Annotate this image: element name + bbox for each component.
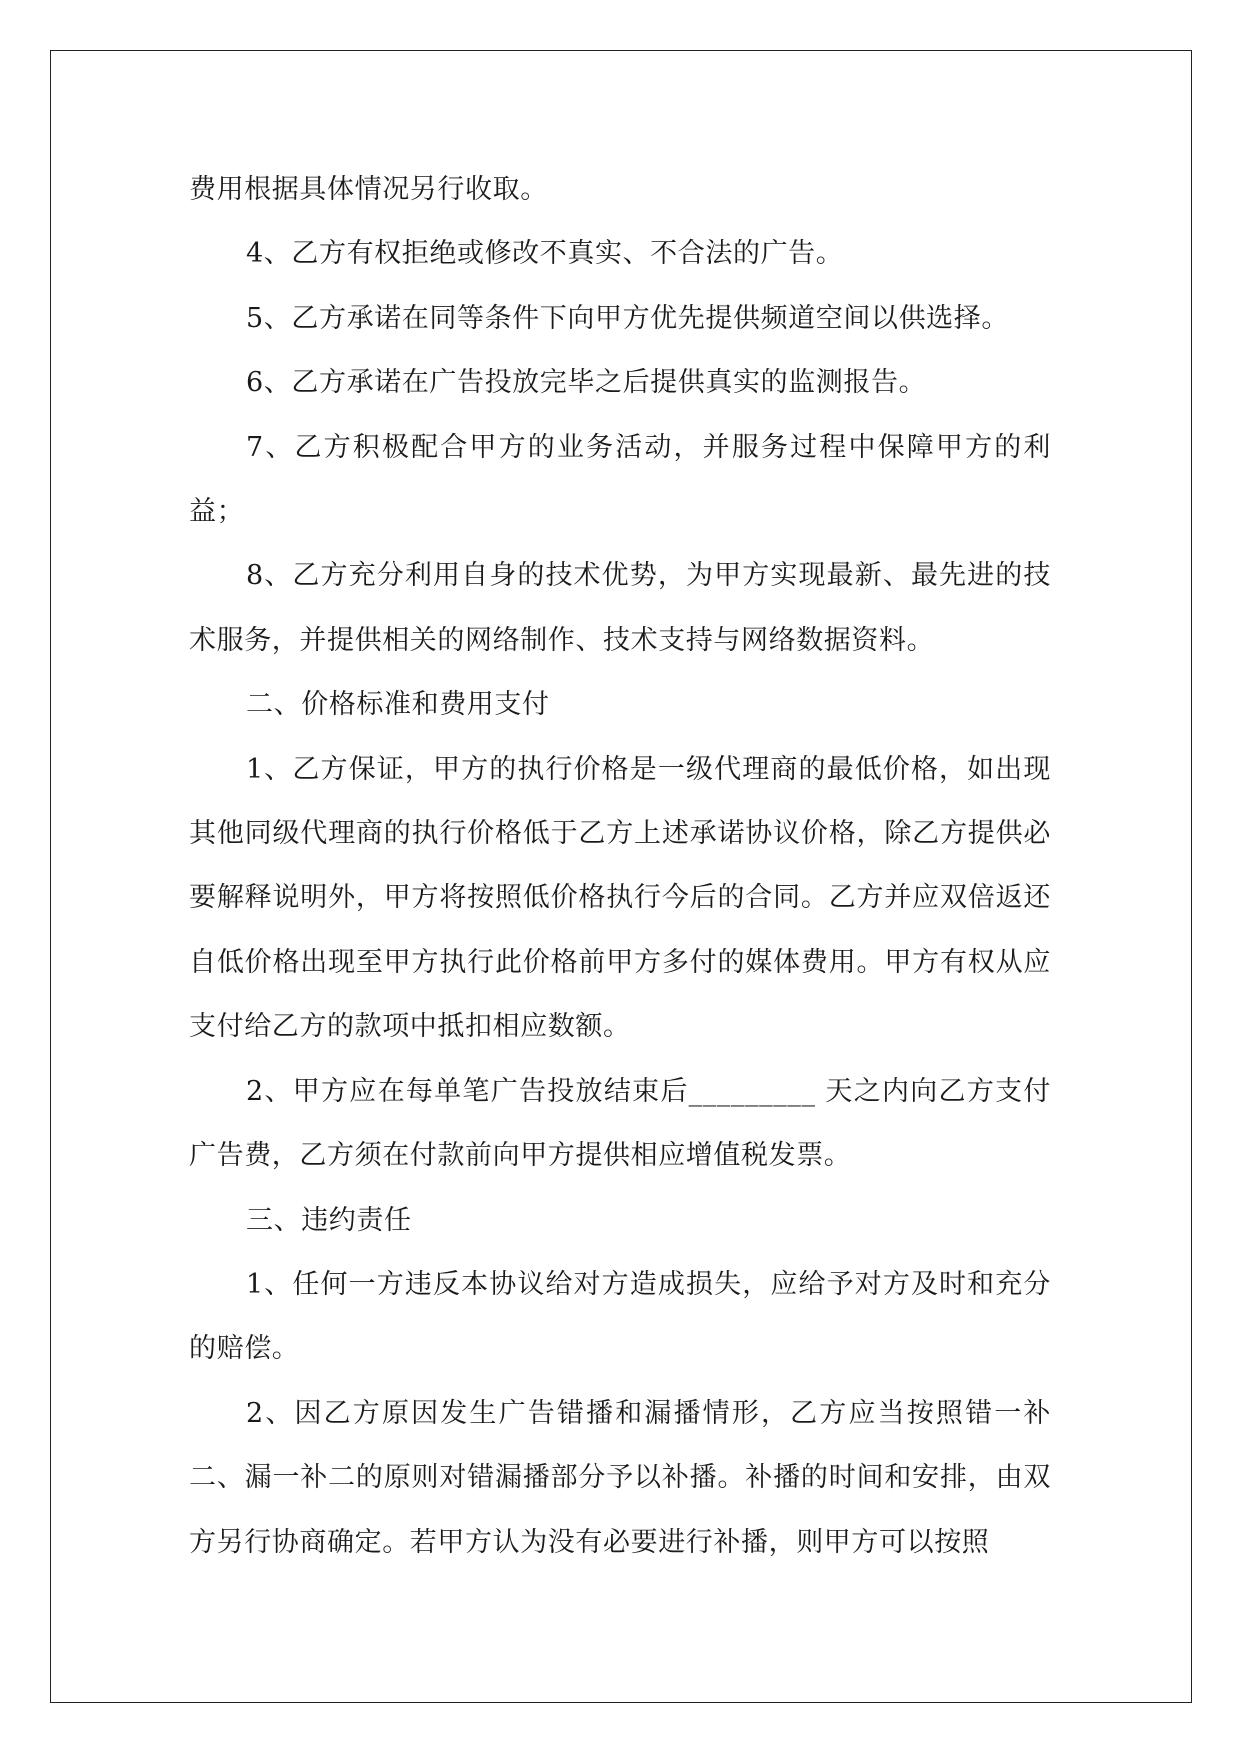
section-heading-liability: 三、违约责任 xyxy=(246,1204,412,1236)
document-body xyxy=(189,158,1051,1575)
clause-1-lowest-price: 1、乙方保证，甲方的执行价格是一级代理商的最低价格，如出现其他同级代理商的执行价格低于乙方上述承诺协议价格，除乙方提供必要解释说明外，甲方将按照低价格执行今后的合同。乙方并应双倍返还自低价格出现至甲方执行此价格前甲方多付的媒体费用。甲方有权从应支付给乙方的款项中抵扣相应数额。 xyxy=(189,753,1051,1043)
clause-5-priority-channel: 5、乙方承诺在同等条件下向甲方优先提供频道空间以供选择。 xyxy=(246,302,1009,334)
clause-2-missed-broadcast: 2、因乙方原因发生广告错播和漏播情形，乙方应当按照错一补二、漏一补二的原则对错漏播部分予以补播。补播的时间和安排，由双方另行协商确定。若甲方认为没有必要进行补播，则甲方可以按照 xyxy=(189,1397,1051,1558)
clause-2-payment-terms: 2、甲方应在每单笔广告投放结束后_________ 天之内向乙方支付广告费，乙方须在付款前向甲方提供相应增值税发票。 xyxy=(189,1075,1051,1172)
clause-6-monitoring-report: 6、乙方承诺在广告投放完毕之后提供真实的监测报告。 xyxy=(246,367,927,399)
clause-8-technical-service: 8、乙方充分利用自身的技术优势，为甲方实现最新、最先进的技术服务，并提供相关的网络制作、技术支持与网络数据资料。 xyxy=(189,560,1051,656)
clause-1-compensation: 1、任何一方违反本协议给对方造成损失，应给予对方及时和充分的赔偿。 xyxy=(189,1268,1051,1365)
clause-4-reject-ads: 4、乙方有权拒绝或修改不真实、不合法的广告。 xyxy=(246,238,844,270)
section-heading-pricing: 二、价格标准和费用支付 xyxy=(246,689,550,721)
paragraph-fee-continuation: 费用根据具体情况另行收取。 xyxy=(189,174,548,205)
clause-7-cooperation: 7、乙方积极配合甲方的业务活动，并服务过程中保障甲方的利益； xyxy=(189,431,1051,528)
